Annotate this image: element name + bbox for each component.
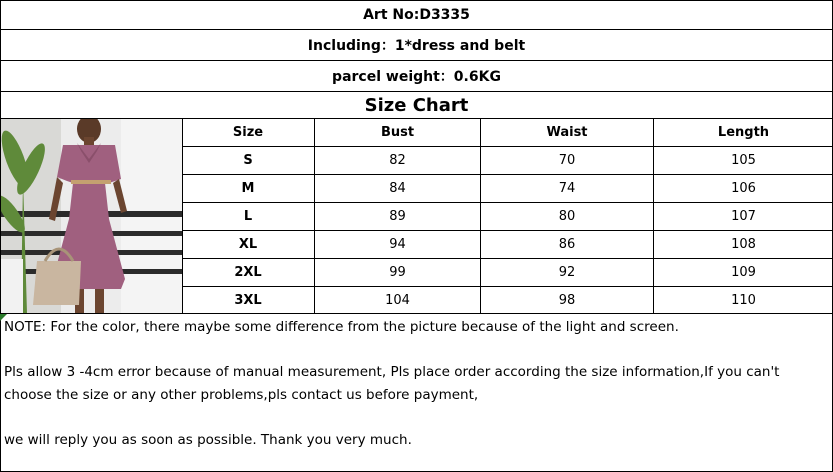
column-header: Waist (481, 119, 654, 147)
length-cell: 107 (654, 203, 833, 231)
model-dress-illustration (1, 119, 182, 313)
waist-cell: 70 (481, 147, 654, 175)
size-table-block (0, 118, 833, 314)
waist-cell: 92 (481, 259, 654, 287)
chart-title: Size Chart (0, 91, 833, 118)
bust-cell: 89 (315, 203, 481, 231)
parcel-weight: parcel weight：0.6KG (0, 60, 833, 91)
bust-cell: 104 (315, 287, 481, 315)
waist-cell: 80 (481, 203, 654, 231)
size-cell: M (182, 175, 315, 203)
table-row (182, 147, 833, 175)
length-cell: 105 (654, 147, 833, 175)
table-row (182, 203, 833, 231)
measurement-note: Pls allow 3 -4cm error because of manual measurement, Pls place order according the size information,If you can't choose the size or any other problems,pls contact us before payment, (4, 364, 780, 403)
bust-cell: 82 (315, 147, 481, 175)
size-cell: 2XL (182, 259, 315, 287)
table-row (182, 175, 833, 203)
column-header: Size (182, 119, 315, 147)
column-header: Length (654, 119, 833, 147)
table-row (182, 259, 833, 287)
size-cell: S (182, 147, 315, 175)
length-cell: 110 (654, 287, 833, 315)
length-cell: 106 (654, 175, 833, 203)
table-row (182, 231, 833, 259)
package-contents: Including：1*dress and belt (0, 29, 833, 60)
cell-corner-marker (0, 314, 7, 321)
length-cell: 109 (654, 259, 833, 287)
bust-cell: 94 (315, 231, 481, 259)
color-note: NOTE: For the color, there maybe some difference from the picture because of the light and screen. (4, 319, 679, 335)
table-header-row (182, 119, 833, 147)
size-table (182, 119, 833, 314)
notes-section (0, 314, 833, 472)
size-cell: XL (182, 231, 315, 259)
reply-note: we will reply you as soon as possible. Thank you very much. (4, 432, 412, 448)
waist-cell: 86 (481, 231, 654, 259)
length-cell: 108 (654, 231, 833, 259)
table-row (182, 287, 833, 315)
art-number: Art No:D3335 (0, 0, 833, 29)
bust-cell: 84 (315, 175, 481, 203)
size-cell: L (182, 203, 315, 231)
size-cell: 3XL (182, 287, 315, 315)
product-photo (1, 119, 183, 313)
column-header: Bust (315, 119, 481, 147)
waist-cell: 74 (481, 175, 654, 203)
bust-cell: 99 (315, 259, 481, 287)
waist-cell: 98 (481, 287, 654, 315)
